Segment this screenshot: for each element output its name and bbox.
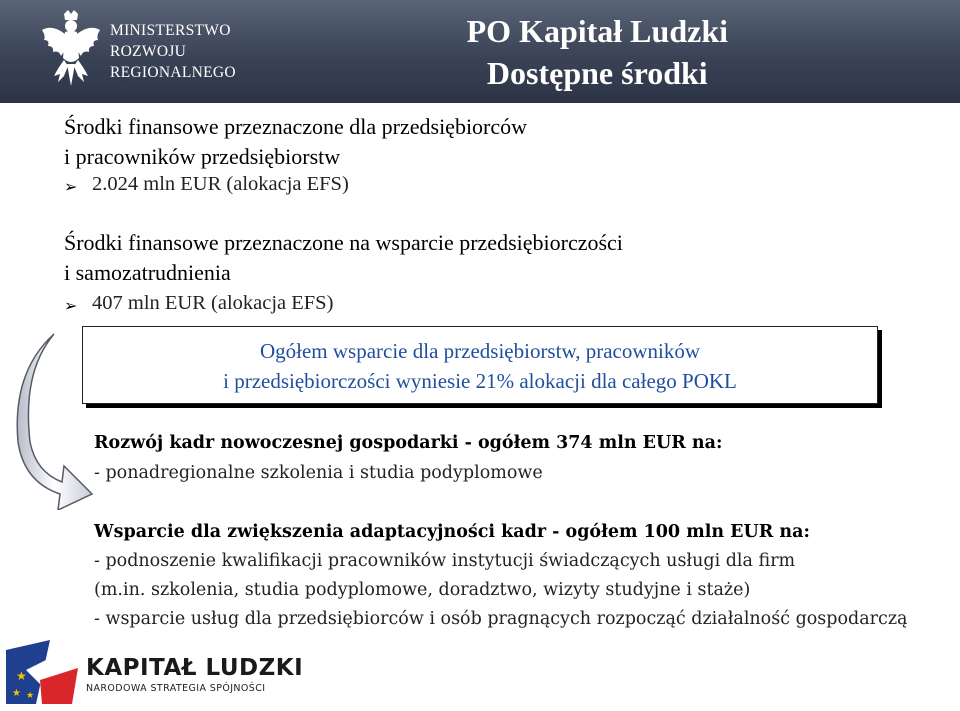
arrowhead-bullet-icon: ➢ [64, 296, 78, 315]
bullet-efs-allocation: 407 mln EUR (alokacja EFS) [92, 292, 334, 314]
heading-line: i samozatrudnienia [64, 260, 231, 285]
svg-text:★: ★ [16, 669, 27, 683]
page-title [467, 10, 728, 94]
block-item: - ponadregionalne szkolenia i studia podyplomowe [94, 463, 543, 483]
block-heading: Rozwój kadr nowoczesnej gospodarki - ogółem 374 mln EUR na: [94, 433, 723, 453]
block-item: - podnoszenie kwalifikacji pracowników instytucji świadczących usługi dla firm [94, 551, 796, 571]
svg-text:★: ★ [26, 691, 35, 701]
svg-text:★: ★ [12, 688, 21, 699]
summary-box [82, 326, 878, 404]
logo-tagline: NARODOWA STRATEGIA SPÓJNOŚCI [86, 683, 266, 694]
block-adaptability [94, 518, 907, 634]
block-item: (m.in. szkolenia, studia podyplomowe, doradztwo, wizyty studyjne i staże) [94, 580, 751, 600]
page-subtitle: Dostępne środki [486, 55, 708, 91]
polish-eagle-icon [40, 10, 102, 88]
heading-line: Środki finansowe przeznaczone dla przedsiębiorców [64, 114, 528, 139]
ministry-line: REGIONALNEGO [110, 64, 236, 81]
block-heading: Wsparcie dla zwiększenia adaptacyjności kadr - ogółem 100 mln EUR na: [94, 522, 810, 542]
ministry-line: ROZWOJU [110, 43, 187, 60]
ministry-line: MINISTERSTWO [110, 22, 231, 39]
summary-line: Ogółem wsparcie dla przedsiębiorstw, pracowników [259, 339, 701, 363]
kapital-ludzki-logo-icon [6, 640, 78, 704]
arrowhead-bullet-icon: ➢ [64, 177, 78, 196]
header-banner [0, 0, 960, 103]
page-title-line: PO Kapitał Ludzki [466, 13, 728, 49]
heading-line: i pracowników przedsiębiorstw [64, 144, 341, 169]
logo-name: KAPITAŁ LUDZKI [86, 655, 304, 681]
block-item: - wsparcie usług dla przedsiębiorców i osób pragnących rozpocząć działalność gospodarczą [94, 609, 908, 629]
ministry-name [110, 20, 236, 83]
section-entrepreneurs-heading [64, 112, 527, 172]
bullet-efs-allocation: 2.024 mln EUR (alokacja EFS) [92, 173, 349, 195]
block-modern-economy [94, 428, 722, 488]
section-entrepreneurship-heading [64, 228, 623, 288]
summary-line: i przedsiębiorczości wyniesie 21% alokacji dla całego POKL [223, 369, 737, 393]
heading-line: Środki finansowe przeznaczone na wsparcie przedsiębiorczości [64, 230, 623, 255]
